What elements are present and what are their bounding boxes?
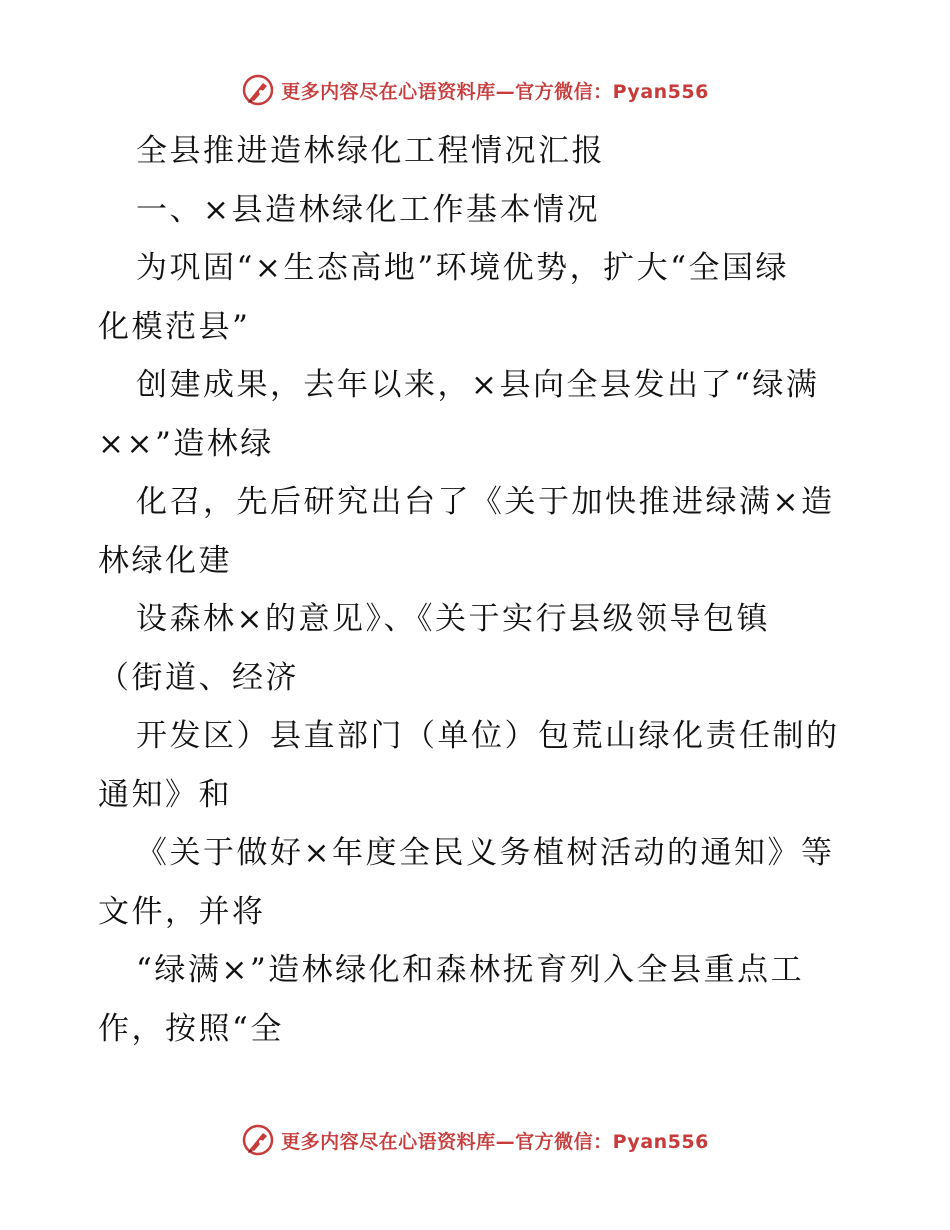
section-heading: 一、×县造林绿化工作基本情况: [136, 191, 600, 228]
paragraph-line: 开发区）县直部门（单位）包荒山绿化责任制的: [136, 718, 840, 754]
paragraph-line: “绿满×”造林绿化和森林抚育列入全县重点工: [136, 952, 805, 988]
pen-logo-icon: [241, 73, 275, 107]
paragraph-line: 创建成果，去年以来，×县向全县发出了“绿满: [136, 367, 820, 403]
document-body: [98, 122, 858, 1058]
paragraph-line: 通知》和: [98, 776, 232, 813]
watermark-text: 更多内容尽在心语资料库—官方微信：Pyan556: [281, 1130, 709, 1153]
paragraph-line: ××”造林绿: [98, 425, 274, 462]
paragraph-line: 作，按照“全: [98, 1010, 284, 1047]
paragraph-line: 林绿化建: [98, 542, 232, 579]
footer-watermark-banner: [0, 1120, 950, 1160]
pen-logo-icon: [241, 1123, 275, 1157]
paragraph-line: 设森林×的意见》、《关于实行县级领导包镇: [136, 601, 770, 637]
paragraph-line: 《关于做好×年度全民义务植树活动的通知》等: [136, 835, 835, 871]
paragraph-line: 化模范县”: [98, 308, 251, 345]
watermark-text: 更多内容尽在心语资料库—官方微信：Pyan556: [281, 80, 709, 103]
paragraph-line: 化召，先后研究出台了《关于加快推进绿满×造: [136, 484, 835, 520]
paragraph-line: （街道、经济: [98, 659, 299, 696]
paragraph-line: 文件，并将: [98, 893, 266, 930]
document-title: 全县推进造林绿化工程情况汇报: [136, 133, 605, 169]
header-watermark-banner: [0, 70, 950, 110]
paragraph-line: 为巩固“×生态高地”环境优势，扩大“全国绿: [136, 250, 790, 286]
